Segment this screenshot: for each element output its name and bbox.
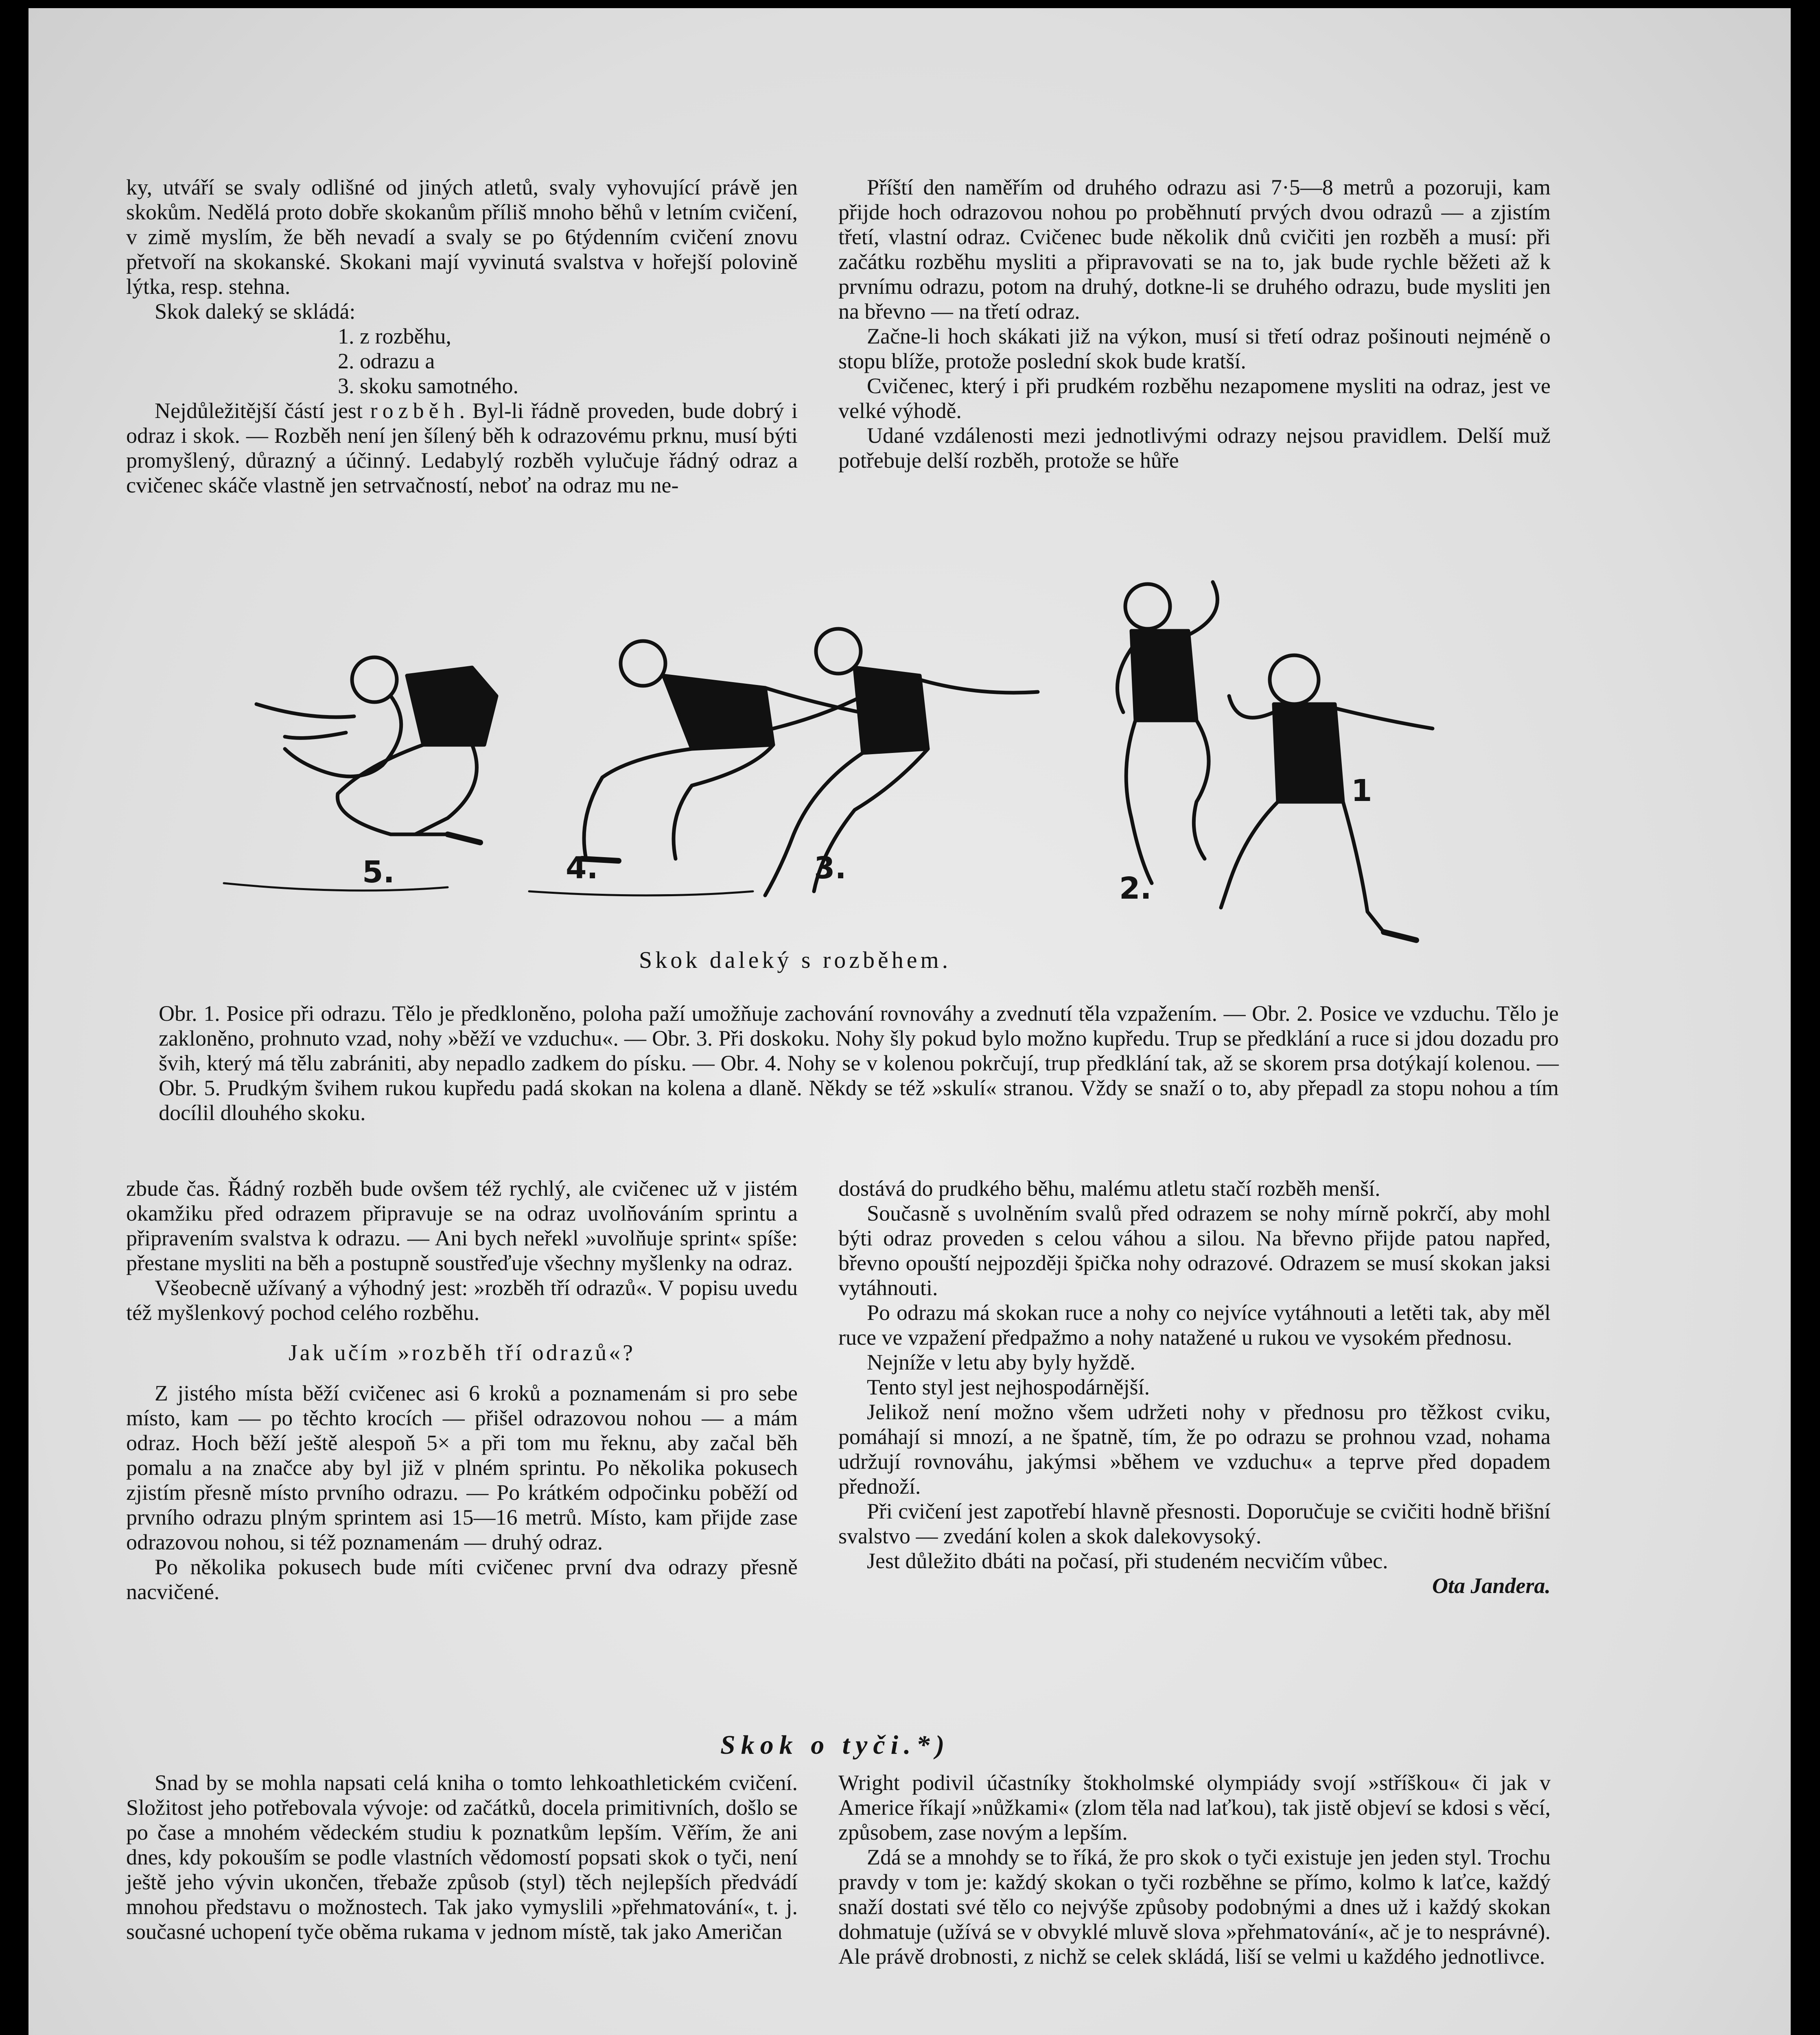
caption-text: Obr. 1. Posice při odrazu. Tělo je předkloněno, poloha paží umožňuje zachování rovnováhy a zvednutí těla vzpažením. — Obr. 2. Posice ve vzduchu. Tělo je zakloněno, prohnuto vzad, nohy »běží ve vzduchu«. — Obr. 3. Při doskoku. Nohy šly pokud bylo možno kupředu. Trup se předklání a ruce si jdou dozadu pro švih, který má tělu zabrániti, aby nepadlo zadkem do písku. — Obr. 4. Nohy se v kolenou pokrčují, trup předklání tak, až se skorem prsa dotýkají kolenou. — Obr. 5. Prudkým švihem rukou kupředu padá skokan na kolena a dlaně. Někdy se též »skulí« stranou. Vždy se snaží o to, aby přepadl za stopu nohou a tím docílil dlouhého skoku. bbox=[159, 1001, 1559, 1125]
paragraph: Začne-li hoch skákati již na výkon, musí si třetí odraz pošinouti nejméně o stopu blíže, protože poslední skok bude kratší. bbox=[838, 324, 1551, 373]
list-item: 3. skoku samotného. bbox=[338, 374, 518, 398]
numbered-list bbox=[126, 324, 798, 398]
paragraph: Nejdůležitější částí jest rozběh. Byl-li řádně proveden, bude dobrý i odraz i skok. — Rozběh není jen šílený běh k odrazovému prknu, musí býti promyšlený, důrazný a účinný. Ledabylý rozběh vylučuje řádný odraz a cvičenec skáče vlastně jen setrvačností, neboť na odraz mu ne- bbox=[126, 398, 798, 497]
paragraph: Skok daleký se skládá: bbox=[155, 299, 356, 324]
long-jump-illustration bbox=[163, 574, 1506, 981]
jumper-figure-2 bbox=[1117, 582, 1217, 883]
paragraph: Současně s uvolněním svalů před odrazem se nohy mírně pokrčí, aby mohl býti odraz proveden s celou váhou a silou. Na břevno přijde patou napřed, břevno opouští nejpozději špička nohy odrazové. Odrazem se musí skokan jaksi vytáhnouti. bbox=[838, 1201, 1551, 1300]
figure-caption bbox=[159, 1001, 1559, 1125]
paragraph: ky, utváří se svaly odlišné od jiných atletů, svaly vyhovující právě jen skokům. Nedělá proto dobře skokanům příliš mnoho běhů v letním cvičení, v zimě myslím, že běh nevadí a svaly se po 6týdenním cvičení znovu přetvoří na skokanské. Skokani mají vyvinutá svalstva v hořejší polovině lýtka, resp. stehna. bbox=[126, 175, 798, 299]
paragraph: Tento styl jest nejhospodárnější. bbox=[867, 1375, 1150, 1399]
paragraph: Po odrazu má skokan ruce a nohy co nejvíce vytáhnouti a letěti tak, aby měl ruce ve vzpažení předpažmo a nohy natažené u rukou ve vysokém přednosu. bbox=[838, 1300, 1551, 1350]
figure-label-5: 5. bbox=[362, 855, 395, 890]
magazine-page bbox=[28, 8, 1791, 2035]
paragraph: Nejníže v letu aby byly hyždě. bbox=[867, 1350, 1135, 1374]
left-column-mid bbox=[126, 1176, 798, 1604]
left-column-top bbox=[126, 175, 798, 498]
paragraph: Cvičenec, který i při prudkém rozběhu nezapomene mysliti na odraz, jest ve velké výhodě. bbox=[838, 374, 1551, 423]
jumper-figure-3 bbox=[765, 629, 1038, 895]
emphasis: rozběh bbox=[370, 398, 459, 423]
figure-label-4: 4. bbox=[566, 851, 598, 886]
list-item: 2. odrazu a bbox=[338, 349, 435, 373]
figure-label-1: 1 bbox=[1351, 773, 1372, 808]
figure-title: Skok daleký s rozběhem. bbox=[639, 947, 952, 973]
paragraph: dostává do prudkého běhu, malému atletu stačí rozběh menší. bbox=[838, 1176, 1380, 1201]
list-item: 1. z rozběhu, bbox=[338, 324, 451, 348]
right-column-bottom bbox=[838, 1770, 1551, 1969]
paragraph: Zdá se a mnohdy se to říká, že pro skok o tyči existuje jen jeden styl. Trochu pravdy v tom je: každý skokan o tyči rozběhne se přímo, kolmo k laťce, každý snaží dostati své tělo co nejvýše způsoby podobnými a dnes už i každý skokan dohmatuje (užívá se v obvyklé mluvě slova »přehmatování«, ač je to nesprávné). Ale právě drobnosti, z nichž se celek skládá, liší se velmi u každého jednotlivce. bbox=[838, 1845, 1551, 1969]
paragraph: Wright podivil účastníky štokholmské olympiády svojí »stříškou« či jak v Americe říkají »nůžkami« (zlom těla nad laťkou), tak jistě objeví se kdosi s věcí, způsobem, zase novým a lepším. bbox=[838, 1770, 1551, 1845]
paragraph: Snad by se mohla napsati celá kniha o tomto lehkoathletickém cvičení. Složitost jeho potřebovala vývoje: od začátků, docela primitivních, došlo se po čase a mnohém vědeckém studiu k poznatkům lepším. Věřím, že ani dnes, kdy pokouším se podle vlastních vědomostí popsati skok o tyči, není ještě jeho vývin ukončen, třebaže způsob (styl) těch nejlepších předvádí mnohou představu o možnostech. Tak jako vymyslili »přehmatování«, t. j. současné uchopení tyče oběma rukama v jednom místě, tak jako Američan bbox=[126, 1770, 798, 1944]
figure-label-3: 3. bbox=[814, 851, 847, 886]
paragraph: zbude čas. Řádný rozběh bude ovšem též rychlý, ale cvičenec už v jistém okamžiku před odrazem připravuje se na odraz uvolňováním sprintu a připravením svalstva k odrazu. — Ani bych neřekl »uvolňuje sprint« spíše: přestane mysliti na běh a postupně soustřeďuje všechny myšlenky na odraz. bbox=[126, 1176, 798, 1275]
paragraph: Z jistého místa běží cvičenec asi 6 kroků a poznamenám si pro sebe místo, kam — po těchto krocích — přišel odrazovou nohou — a mám odraz. Hoch běží ještě alespoň 5× a při tom mu řeknu, aby začal běh pomalu a na značce aby byl již v plném sprintu. Po několika pokusech zjistím přesně místo prvního odrazu. — Po krátkém odpočinku poběží od prvního odrazu plným sprintem asi 15—16 metrů. Místo, kam přijde zase odrazovou nohou, si též poznamenám — druhý odraz. bbox=[126, 1381, 798, 1554]
paragraph: Všeobecně užívaný a výhodný jest: »rozběh tří odrazů«. V popisu uvedu též myšlenkový pochod celého rozběhu. bbox=[126, 1276, 798, 1325]
subheading: Jak učím »rozběh tří odrazů«? bbox=[289, 1340, 635, 1365]
paragraph: Jelikož není možno všem udržeti nohy v přednosu pro těžkost cviku, pomáhají si mnozí, a ne špatně, tím, že po odrazu se prohnou vzad, nohama udržují rovnováhu, jakýmsi »během ve vzduchu« a teprve před dopadem přednoží. bbox=[838, 1400, 1551, 1499]
paragraph: Po několika pokusech bude míti cvičenec první dva odrazy přesně nacvičené. bbox=[126, 1555, 798, 1604]
paragraph: Příští den naměřím od druhého odrazu asi 7·5—8 metrů a pozoruji, kam přijde hoch odrazovou nohou po proběhnutí prvých dvou odrazů — a zjistím třetí, vlastní odraz. Cvičenec bude několik dnů cvičiti jen rozběh a musí: při začátku rozběhu mysliti a připravovati se na to, jak bude rychle běžeti až k prvnímu odrazu, potom na druhý, dotkne-li se druhého odrazu, bude mysliti jen na břevno — na třetí odraz. bbox=[838, 175, 1551, 324]
jumper-figure-5 bbox=[256, 657, 497, 842]
paragraph: Při cvičení jest zapotřebí hlavně přesnosti. Doporučuje se cvičiti hodně břišní svalstvo — zvedání kolen a skok dalekovysoký. bbox=[838, 1499, 1551, 1548]
author-signature: Ota Jandera. bbox=[1432, 1573, 1551, 1598]
right-column-mid bbox=[838, 1176, 1551, 1598]
paragraph: Udané vzdálenosti mezi jednotlivými odrazy nejsou pravidlem. Delší muž potřebuje delší rozběh, protože se hůře bbox=[838, 423, 1551, 473]
paragraph: Jest důležito dbáti na počasí, při studeném necvičím vůbec. bbox=[867, 1549, 1388, 1573]
figure-label-2: 2. bbox=[1119, 871, 1152, 906]
right-column-top bbox=[838, 175, 1551, 473]
section-title: Skok o tyči.*) bbox=[720, 1730, 950, 1760]
left-column-bottom bbox=[126, 1770, 798, 1944]
jumper-figure-1 bbox=[1221, 655, 1433, 940]
